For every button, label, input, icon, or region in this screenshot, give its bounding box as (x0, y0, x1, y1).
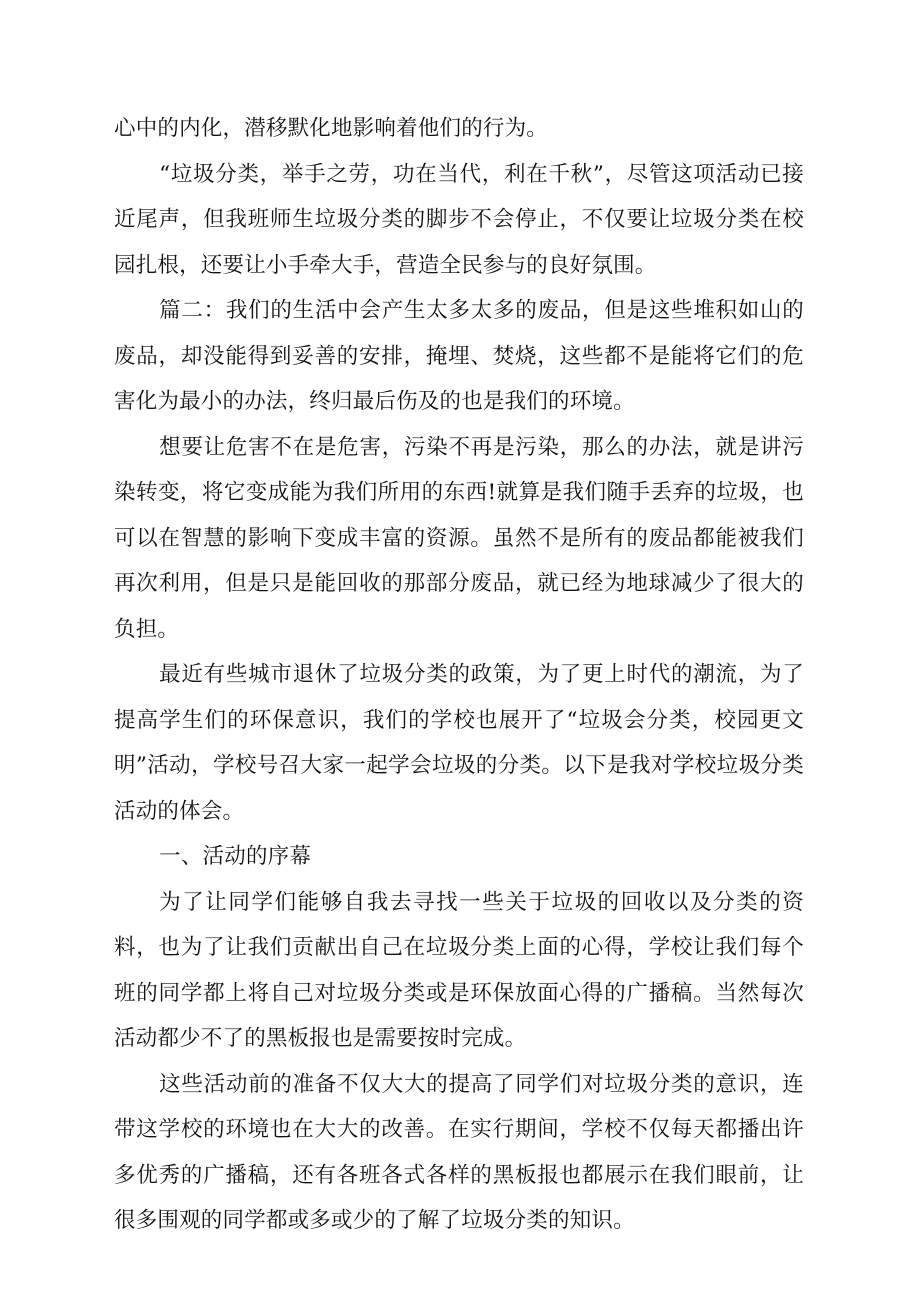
paragraph-part-two-intro: 篇二：我们的生活中会产生太多太多的废品，但是这些堆积如山的废品，却没能得到妥善的安排，掩埋、焚烧，这些都不是能将它们的危害化为最小的办法，终归最后伤及的也是我们的环境。 (114, 298, 804, 414)
paragraph-results: 这些活动前的准备不仅大大的提高了同学们对垃圾分类的意识，连带这学校的环境也在大大的改善。在实行期间，学校不仅每天都播出许多优秀的广播稿，还有各班各式各样的黑板报也都展示在我们眼前，让很多围观的同学都或多或少的了解了垃圾分类的知识。 (114, 1071, 804, 1233)
section-heading-prelude: 一、活动的序幕 (159, 844, 312, 869)
document-body (114, 106, 804, 1244)
paragraph-preparation: 为了让同学们能够自我去寻找一些关于垃圾的回收以及分类的资料，也为了让我们贡献出自己在垃圾分类上面的心得，学校让我们每个班的同学都上将自己对垃圾分类或是环保放面心得的广播稿。当然每次活动都少不了的黑板报也是需要按时完成。 (114, 889, 804, 1051)
paragraph-school-activity: 最近有些城市退休了垃圾分类的政策，为了更上时代的潮流，为了提高学生们的环保意识，我们的学校也展开了“垃圾会分类，校园更文明”活动，学校号召大家一起学会垃圾的分类。以下是我对学校垃圾分类活动的体会。 (114, 662, 804, 824)
paragraph-slogan: “垃圾分类，举手之劳，功在当代，利在千秋”，尽管这项活动已接近尾声，但我班师生垃圾分类的脚步不会停止，不仅要让垃圾分类在校园扎根，还要让小手牵大手，营造全民参与的良好氛围。 (114, 161, 804, 278)
paragraph-pollution: 想要让危害不在是危害，污染不再是污染，那么的办法，就是讲污染转变，将它变成能为我们所用的东西!就算是我们随手丢弃的垃圾，也可以在智慧的影响下变成丰富的资源。虽然不是所有的废品都能被我们再次利用，但是只是能回收的那部分废品，就已经为地球减少了很大的负担。 (114, 434, 804, 642)
paragraph-continuation: 心中的内化，潜移默化地影响着他们的行为。 (114, 116, 549, 141)
